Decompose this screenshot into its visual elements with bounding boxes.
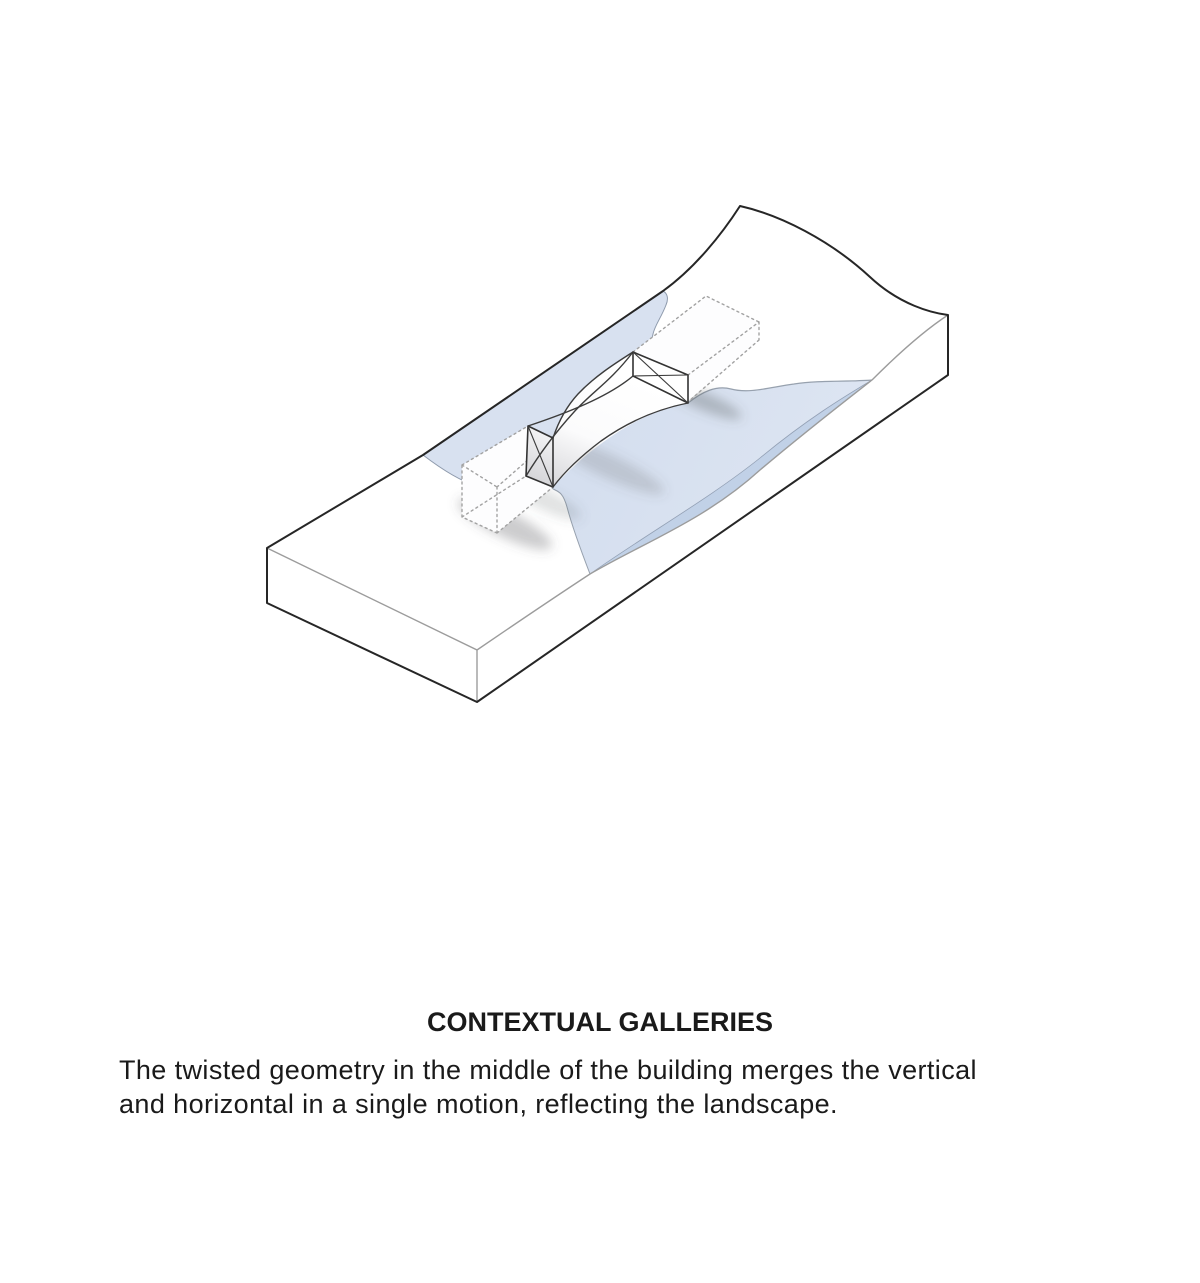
caption-body-line-1: The twisted geometry in the middle of the building merges the vertical xyxy=(119,1055,977,1085)
caption-body xyxy=(119,1053,1119,1121)
caption-block xyxy=(0,1006,1200,1119)
caption-title: CONTEXTUAL GALLERIES xyxy=(426,1007,774,1037)
caption-body-line-2: and horizontal in a single motion, reflecting the landscape. xyxy=(119,1089,838,1119)
